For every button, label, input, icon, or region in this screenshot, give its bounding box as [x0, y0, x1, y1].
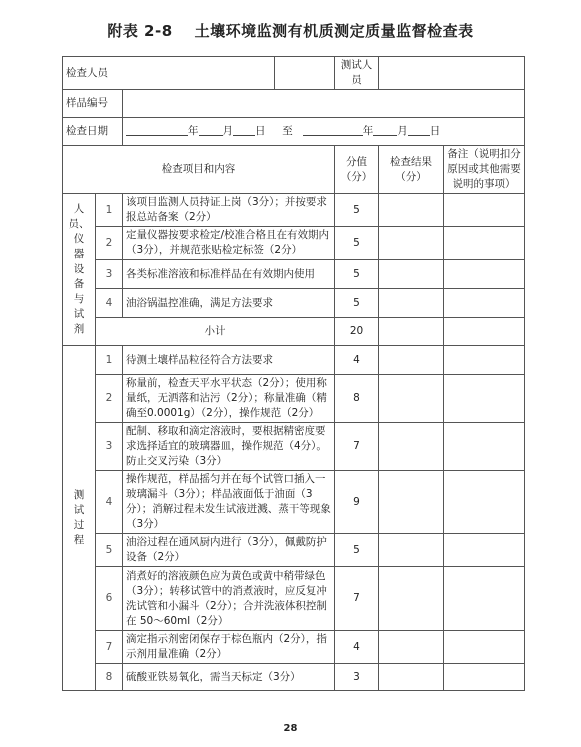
inspector-field[interactable]	[275, 57, 335, 90]
remark-cell[interactable]	[444, 346, 525, 375]
result-cell[interactable]	[379, 534, 444, 567]
result-cell[interactable]	[379, 346, 444, 375]
tester-label-cell	[335, 57, 379, 90]
month-label: 月	[222, 125, 233, 137]
row-text: 各类标准溶液和标准样品在有效期内使用	[123, 260, 335, 289]
result-cell[interactable]	[379, 260, 444, 289]
subtotal-label: 小计	[96, 318, 335, 346]
table-title: 土壤环境监测有机质测定质量监督检查表	[194, 22, 474, 40]
day-label: 日	[255, 125, 266, 137]
remark-cell[interactable]	[444, 631, 525, 664]
table-row	[63, 375, 525, 423]
to-label: 至	[282, 125, 293, 137]
row-score: 5	[335, 260, 379, 289]
result-cell[interactable]	[379, 423, 444, 471]
year-label: 年	[188, 125, 199, 137]
table-row	[63, 227, 525, 260]
result-header	[379, 146, 444, 194]
row-text: 滴定指示剂密闭保存于棕色瓶内（2分），指示剂用量准确（2分）	[123, 631, 335, 664]
score-header	[335, 146, 379, 194]
remark-header-label: 备注（说明扣分原因或其他需要说明的事项）	[447, 148, 521, 190]
table-code: 附表 2-8	[107, 22, 173, 40]
row-score: 5	[335, 227, 379, 260]
row-number: 3	[96, 260, 123, 289]
remark-cell[interactable]	[444, 260, 525, 289]
row-score: 5	[335, 289, 379, 318]
start-day-blank[interactable]	[233, 124, 255, 136]
remark-cell[interactable]	[444, 471, 525, 534]
result-cell[interactable]	[379, 289, 444, 318]
row-text: 操作规范，样品摇匀并在每个试管口插入一玻璃漏斗（3分）；样品液面低于油面（3分）；消解过程未发生试液迸溅、蒸干等现象（3分）	[123, 471, 335, 534]
remark-cell[interactable]	[444, 318, 525, 346]
row-text: 称量前，检查天平水平状态（2分）；使用称量纸，无洒落和沾污（2分）；称量准确（精确至0.0001g）（2分），操作规范（2分）	[123, 375, 335, 423]
result-cell[interactable]	[379, 375, 444, 423]
remark-cell[interactable]	[444, 375, 525, 423]
start-year-blank[interactable]	[126, 124, 188, 136]
row-number: 1	[96, 194, 123, 227]
remark-header	[444, 146, 525, 194]
result-cell[interactable]	[379, 471, 444, 534]
row-number: 5	[96, 534, 123, 567]
tester-label: 测试人员	[340, 59, 373, 86]
result-cell[interactable]	[379, 631, 444, 664]
date-label: 检查日期	[66, 125, 108, 137]
row-score: 8	[335, 375, 379, 423]
remark-cell[interactable]	[444, 194, 525, 227]
result-cell[interactable]	[379, 567, 444, 631]
row-score: 5	[335, 194, 379, 227]
row-score: 4	[335, 631, 379, 664]
column-header-row	[63, 146, 525, 194]
sample-label-cell	[63, 90, 123, 118]
row-number: 7	[96, 631, 123, 664]
remark-cell[interactable]	[444, 227, 525, 260]
date-row	[63, 118, 525, 146]
subtotal-score: 20	[335, 318, 379, 346]
sample-field[interactable]	[123, 90, 525, 118]
row-text: 该项目监测人员持证上岗（3分）；并按要求报总站备案（2分）	[123, 194, 335, 227]
page-number: 28	[283, 723, 298, 734]
row-number: 8	[96, 664, 123, 691]
table-row	[63, 631, 525, 664]
end-year-blank[interactable]	[303, 124, 363, 136]
table-row	[63, 346, 525, 375]
row-number: 2	[96, 227, 123, 260]
end-month-blank[interactable]	[373, 124, 397, 136]
section2-label: 测 试 过 程	[63, 346, 96, 691]
year-label: 年	[362, 125, 374, 137]
remark-cell[interactable]	[444, 423, 525, 471]
row-text: 油浴锅温控准确，满足方法要求	[123, 289, 335, 318]
section1-label: 人 员、 仪 器 设 备 与 试 剂	[63, 194, 96, 346]
row-text: 消煮好的溶液颜色应为黄色或黄中稍带绿色（3分）；转移试管中的消煮液时，应反复冲洗试管和小漏斗（2分）；合并洗液体积控制在 50～60ml（2分）	[123, 567, 335, 631]
sample-label: 样品编号	[66, 97, 108, 109]
result-header-label: 检查结果（分）	[390, 155, 433, 183]
row-score: 7	[335, 567, 379, 631]
row-number: 4	[96, 471, 123, 534]
item-header-label: 检查项目和内容	[161, 163, 236, 175]
remark-cell[interactable]	[444, 567, 525, 631]
row-text: 配制、移取和滴定溶液时，要根据精密度要求选择适宜的玻璃器皿，操作规范（4分）。防止交叉污染（3分）	[123, 423, 335, 471]
row-score: 3	[335, 664, 379, 691]
row-text: 定量仪器按要求检定/校准合格且在有效期内（3分），并规范张贴检定标签（2分）	[123, 227, 335, 260]
remark-cell[interactable]	[444, 664, 525, 691]
end-day-blank[interactable]	[408, 124, 430, 136]
table-row	[63, 471, 525, 534]
result-cell[interactable]	[379, 194, 444, 227]
sample-row	[63, 90, 525, 118]
row-score: 7	[335, 423, 379, 471]
row-number: 4	[96, 289, 123, 318]
table-row	[63, 567, 525, 631]
row-score: 9	[335, 471, 379, 534]
row-number: 6	[96, 567, 123, 631]
subtotal-row	[63, 318, 525, 346]
day-label: 日	[429, 125, 441, 137]
row-number: 2	[96, 375, 123, 423]
row-score: 4	[335, 346, 379, 375]
table-row	[63, 423, 525, 471]
item-header	[63, 146, 335, 194]
row-score: 5	[335, 534, 379, 567]
row-number: 1	[96, 346, 123, 375]
row-text: 待测土壤样品粒径符合方法要求	[123, 346, 335, 375]
page-title	[0, 20, 581, 41]
table-row	[63, 534, 525, 567]
inspector-label: 检查人员	[66, 66, 108, 79]
date-label-cell	[63, 118, 123, 146]
row-text: 硫酸亚铁易氧化，需当天标定（3分）	[123, 664, 335, 691]
score-header-label: 分值（分）	[340, 155, 373, 183]
result-cell[interactable]	[379, 318, 444, 346]
table-row	[63, 260, 525, 289]
inspection-table	[62, 56, 525, 691]
remark-cell[interactable]	[444, 534, 525, 567]
table-row	[63, 664, 525, 691]
inspector-label-cell	[63, 57, 275, 90]
table-row	[63, 194, 525, 227]
month-label: 月	[397, 125, 408, 137]
result-cell[interactable]	[379, 227, 444, 260]
start-month-blank[interactable]	[199, 124, 223, 136]
inspector-row	[63, 57, 525, 90]
table-row	[63, 289, 525, 318]
result-cell[interactable]	[379, 664, 444, 691]
row-number: 3	[96, 423, 123, 471]
remark-cell[interactable]	[444, 289, 525, 318]
date-range-field[interactable]	[123, 118, 525, 146]
tester-field[interactable]	[379, 57, 525, 90]
row-text: 油浴过程在通风厨内进行（3分），佩戴防护设备（2分）	[123, 534, 335, 567]
